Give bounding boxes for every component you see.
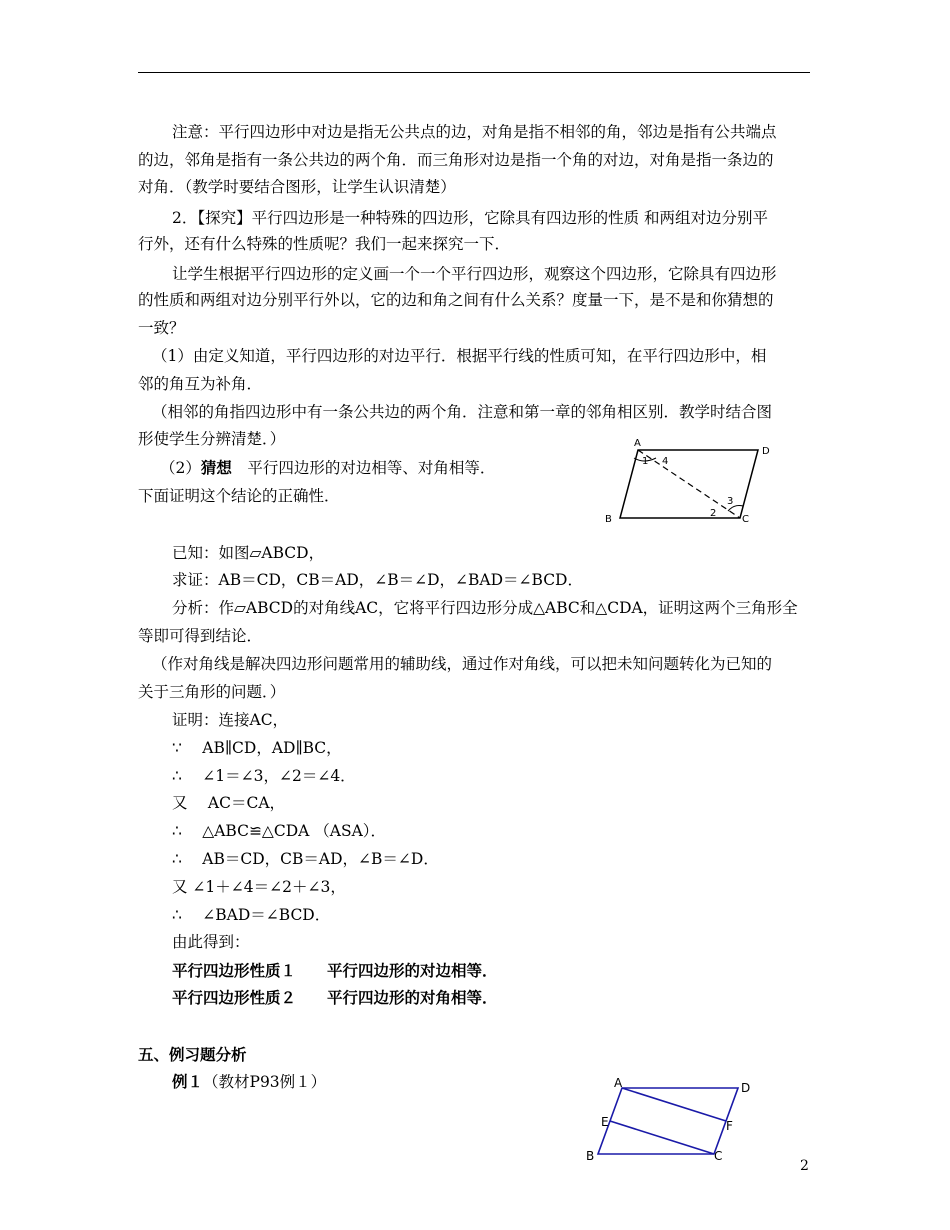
draw-line-1: 让学生根据平行四边形的定义画一个一个平行四边形，观察这个四边形，它除具有四边形 bbox=[172, 265, 777, 283]
vertex-d2-label: D bbox=[741, 1081, 751, 1095]
parallelogram-abcd-2 bbox=[598, 1088, 738, 1154]
page-number: 2 bbox=[800, 1158, 809, 1174]
segment-af bbox=[622, 1088, 726, 1121]
item2-line bbox=[160, 458, 495, 478]
section-5-heading: 五、例习题分析 bbox=[138, 1045, 247, 1064]
analysis-line-1: 分析：作▱ABCD的对角线AC，它将平行四边形分成△ABC和△CDA，证明这两个三角形全 bbox=[172, 599, 798, 617]
note-line-2: 的边，邻角是指有一条公共边的两个角．而三角形对边是指一个角的对边，对角是指一条边的 bbox=[138, 151, 774, 169]
diagonal-ac bbox=[638, 450, 740, 518]
diagonal-note-line-1: （作对角线是解决四边形问题常用的辅助线，通过作对角线，可以把未知问题转化为已知的 bbox=[152, 655, 773, 673]
parallelogram-figure-abcd bbox=[600, 434, 780, 530]
adjacent-line-1: （相邻的角指四边形中有一条公共边的两个角．注意和第一章的邻角相区别．教学时结合图 bbox=[152, 403, 773, 421]
prove-line: 求证：AB＝CD，CB＝AD，∠B＝∠D，∠BAD＝∠BCD． bbox=[172, 571, 583, 589]
angle-4-label: 4 bbox=[662, 456, 669, 467]
note-line-3: 对角．（教学时要结合图形，让学生认识清楚） bbox=[138, 178, 456, 196]
explore-line-2: 行外，还有什么特殊的性质呢？我们一起来探究一下． bbox=[138, 235, 511, 253]
example-1-source: （教材P93例１） bbox=[203, 1073, 327, 1091]
vertex-b-label: B bbox=[605, 514, 612, 525]
analysis-line-2: 等即可得到结论． bbox=[138, 627, 263, 645]
item1-line-2: 邻的角互为补角． bbox=[138, 375, 263, 393]
angle-3-label: 3 bbox=[727, 496, 734, 507]
proof-step-6: ∴ AB＝CD，CB＝AD，∠B＝∠D． bbox=[172, 850, 439, 868]
point-e-label: E bbox=[601, 1115, 609, 1129]
example-1-line bbox=[172, 1072, 326, 1092]
header-rule bbox=[138, 72, 810, 73]
angle-1-label: 1 bbox=[642, 456, 649, 467]
point-f-label: F bbox=[726, 1119, 733, 1133]
example-1-label: 例１ bbox=[172, 1072, 204, 1091]
proof-step-1: 证明：连接AC， bbox=[172, 711, 289, 729]
item1-line-1: （1）由定义知道，平行四边形的对边平行．根据平行线的性质可知，在平行四边形中，相 bbox=[152, 347, 767, 365]
proof-step-5: ∴ △ABC≌△CDA （ASA）． bbox=[172, 822, 387, 840]
vertex-a-label: A bbox=[634, 438, 641, 449]
draw-line-3: 一致？ bbox=[138, 319, 185, 337]
angle-2-label: 2 bbox=[710, 508, 717, 519]
proof-intro: 下面证明这个结论的正确性． bbox=[138, 487, 340, 505]
property-1: 平行四边形性质１ 平行四边形的对边相等． bbox=[172, 961, 498, 980]
segment-ec bbox=[610, 1121, 714, 1154]
item2-statement: 平行四边形的对边相等、对角相等． bbox=[231, 459, 496, 477]
vertex-c-label: C bbox=[742, 514, 749, 525]
adjacent-line-2: 形使学生分辨清楚．） bbox=[138, 430, 286, 448]
proof-step-7: 又 ∠1＋∠4＝∠2＋∠3， bbox=[172, 878, 346, 896]
proof-step-2: ∵ AB∥CD，AD∥BC， bbox=[172, 739, 342, 757]
draw-line-2: 的性质和两组对边分别平行外以，它的边和角之间有什么关系？度量一下，是不是和你猜想的 bbox=[138, 291, 774, 309]
explore-line-1: 2．【探究】平行四边形是一种特殊的四边形，它除具有四边形的性质 和两组对边分别平 bbox=[172, 209, 769, 227]
vertex-b2-label: B bbox=[586, 1149, 595, 1163]
item2-number: （2） bbox=[160, 459, 201, 477]
proof-step-4: 又 AC＝CA， bbox=[172, 794, 286, 812]
property-2: 平行四边形性质２ 平行四边形的对角相等． bbox=[172, 988, 498, 1007]
parallelogram-figure-abcdef bbox=[580, 1074, 760, 1166]
proof-step-9: 由此得到： bbox=[172, 933, 250, 951]
item2-conjecture: 猜想 bbox=[200, 458, 232, 477]
given-line: 已知：如图▱ABCD， bbox=[172, 544, 325, 562]
proof-step-8: ∴ ∠BAD＝∠BCD． bbox=[172, 906, 331, 924]
vertex-c2-label: C bbox=[714, 1149, 723, 1163]
vertex-d-label: D bbox=[762, 446, 770, 457]
proof-step-3: ∴ ∠1＝∠3，∠2＝∠4． bbox=[172, 767, 356, 785]
note-line-1: 注意：平行四边形中对边是指无公共点的边，对角是指不相邻的角，邻边是指有公共端点 bbox=[172, 123, 777, 141]
vertex-a2-label: A bbox=[614, 1076, 623, 1090]
diagonal-note-line-2: 关于三角形的问题．） bbox=[138, 683, 286, 701]
